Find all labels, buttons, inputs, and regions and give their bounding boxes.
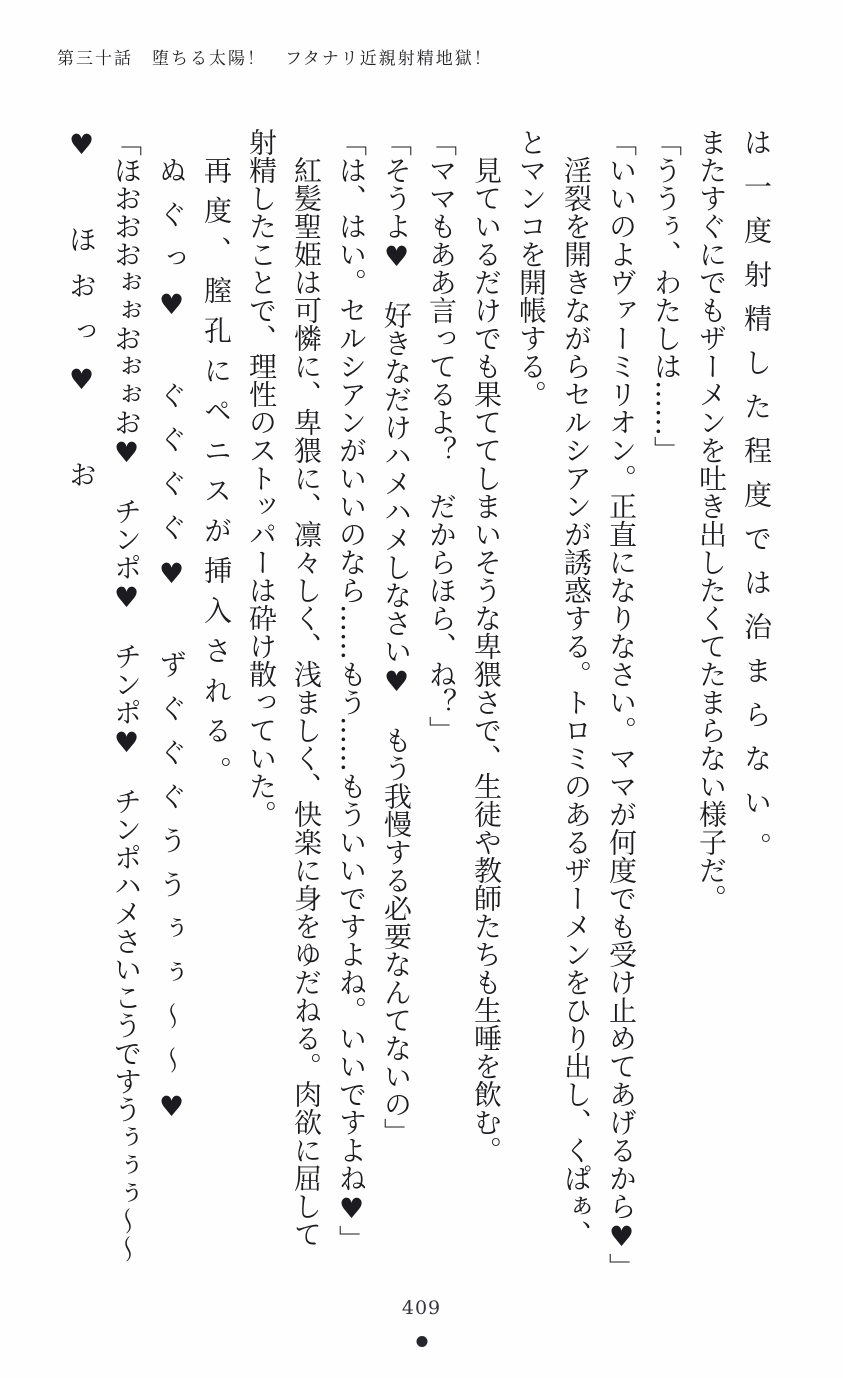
footer-dot-ornament [416, 1336, 427, 1347]
text-line: 「いいのよヴァーミリオン。正直になりなさい。ママが何度でも受け止めてあげるから♥」 [605, 128, 638, 1281]
text-line: 射精したことで、理性のストッパーは砕け散っていた。 [245, 128, 278, 828]
text-line: 「ほおおおぉぉおぉぉお♥ チンポ♥ チンポ♥ チンポハメさいこうですうぅぅぅ〜〜 [110, 128, 143, 1263]
body-text [59, 128, 779, 1293]
text-line: 見ているだけでも果ててしまいそうな卑猥さで、生徒や教師たちも生唾を飲む。 [470, 156, 503, 1164]
text-line: 淫裂を開きながらセルシアンが誘惑する。トロミのあるザーメンをひり出し、くぱぁ、 [560, 156, 593, 1248]
text-line: ♥ ほおっ♥ お [65, 128, 98, 506]
text-line: またすぐにでもザーメンを吐き出したくてたまらない様子だ。 [695, 128, 728, 912]
text-line: とマンコを開帳する。 [515, 128, 548, 408]
text-line: 「ううぅ、わたしは……」 [650, 128, 683, 464]
chapter-header: 第三十話 堕ちる太陽！ フタナリ近親射精地獄！ [57, 49, 493, 69]
text-line: 紅髪聖姫は可憐に、卑猥に、凛々しく、浅ましく、快楽に身をゆだねる。肉欲に屈して [290, 156, 323, 1248]
text-line: 「は、はい。セルシアンがいいのなら……もう……もういいですよね。いいですよね♥」 [335, 128, 368, 1253]
text-line: 「ママもああ言ってるよ？ だからほら、ね？」 [425, 128, 458, 744]
text-line: ぬぐっ♥ ぐぐぐぐ♥ ずぐぐぐううぅぅ〜〜♥ [155, 156, 188, 1139]
text-line: は一度射精した程度では治まらない。 [740, 128, 773, 876]
page-number: 409 [401, 1297, 442, 1319]
text-line: 再度、膣孔にペニスが挿入される。 [200, 156, 233, 796]
text-line: 「そうよ♥ 好きなだけハメハメしなさい♥ もう我慢する必要なんてないの」 [380, 128, 413, 1146]
